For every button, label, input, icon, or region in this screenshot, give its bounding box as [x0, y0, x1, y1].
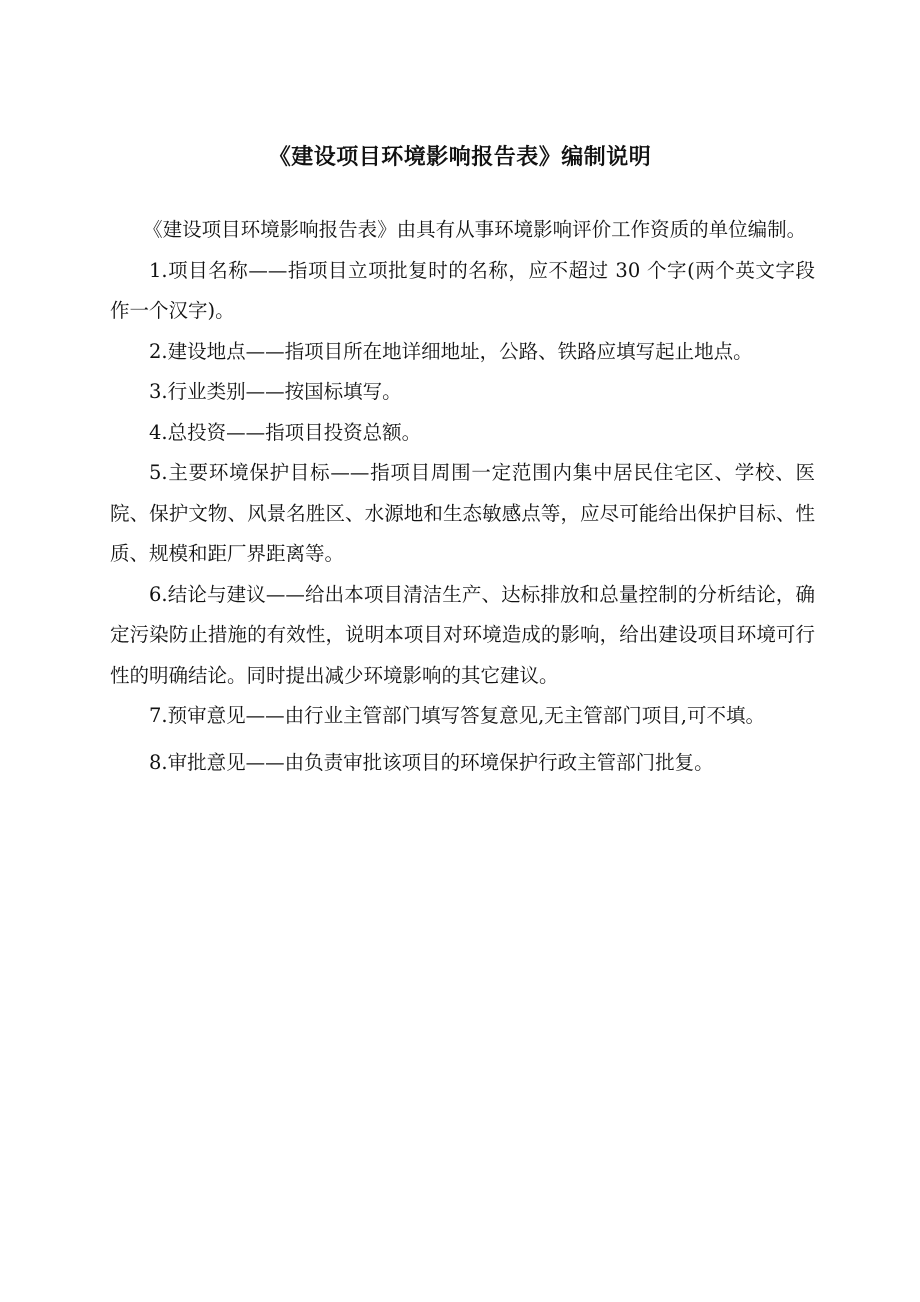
item-preliminary-review: 7.预审意见——由行业主管部门填写答复意见,无主管部门项目,可不填。 — [149, 704, 766, 727]
item-construction-site: 2.建设地点——指项目所在地详细地址，公路、铁路应填写起止地点。 — [149, 339, 753, 363]
intro-paragraph: 《建设项目环境影响报告表》由具有从事环境影响评价工作资质的单位编制。 — [143, 218, 807, 241]
item-protection-targets: 5.主要环境保护目标——指项目周围一定范围内集中居民住宅区、学校、医院、保护文物、风景名胜区、水源地和生态敏感点等，应尽可能给出保护目标、性质、规模和距厂界距离等。 — [110, 461, 815, 565]
item-project-name: 1.项目名称——指项目立项批复时的名称，应不超过 30 个字(两个英文字段作一个汉字)。 — [110, 258, 815, 322]
item-total-investment: 4.总投资——指项目投资总额。 — [149, 420, 422, 444]
item-conclusions: 6.结论与建议——给出本项目清洁生产、达标排放和总量控制的分析结论，确定污染防止措施的有效性，说明本项目对环境造成的影响，给出建设项目环境可行性的明确结论。同时提出减少环境影响的其它建议。 — [110, 582, 815, 687]
item-industry-category: 3.行业类别——按国标填写。 — [149, 380, 402, 403]
item-approval-opinion: 8.审批意见——由负责审批该项目的环境保护行政主管部门批复。 — [149, 750, 714, 774]
document-title: 《建设项目环境影响报告表》编制说明 — [268, 144, 652, 170]
document-body — [110, 210, 815, 783]
